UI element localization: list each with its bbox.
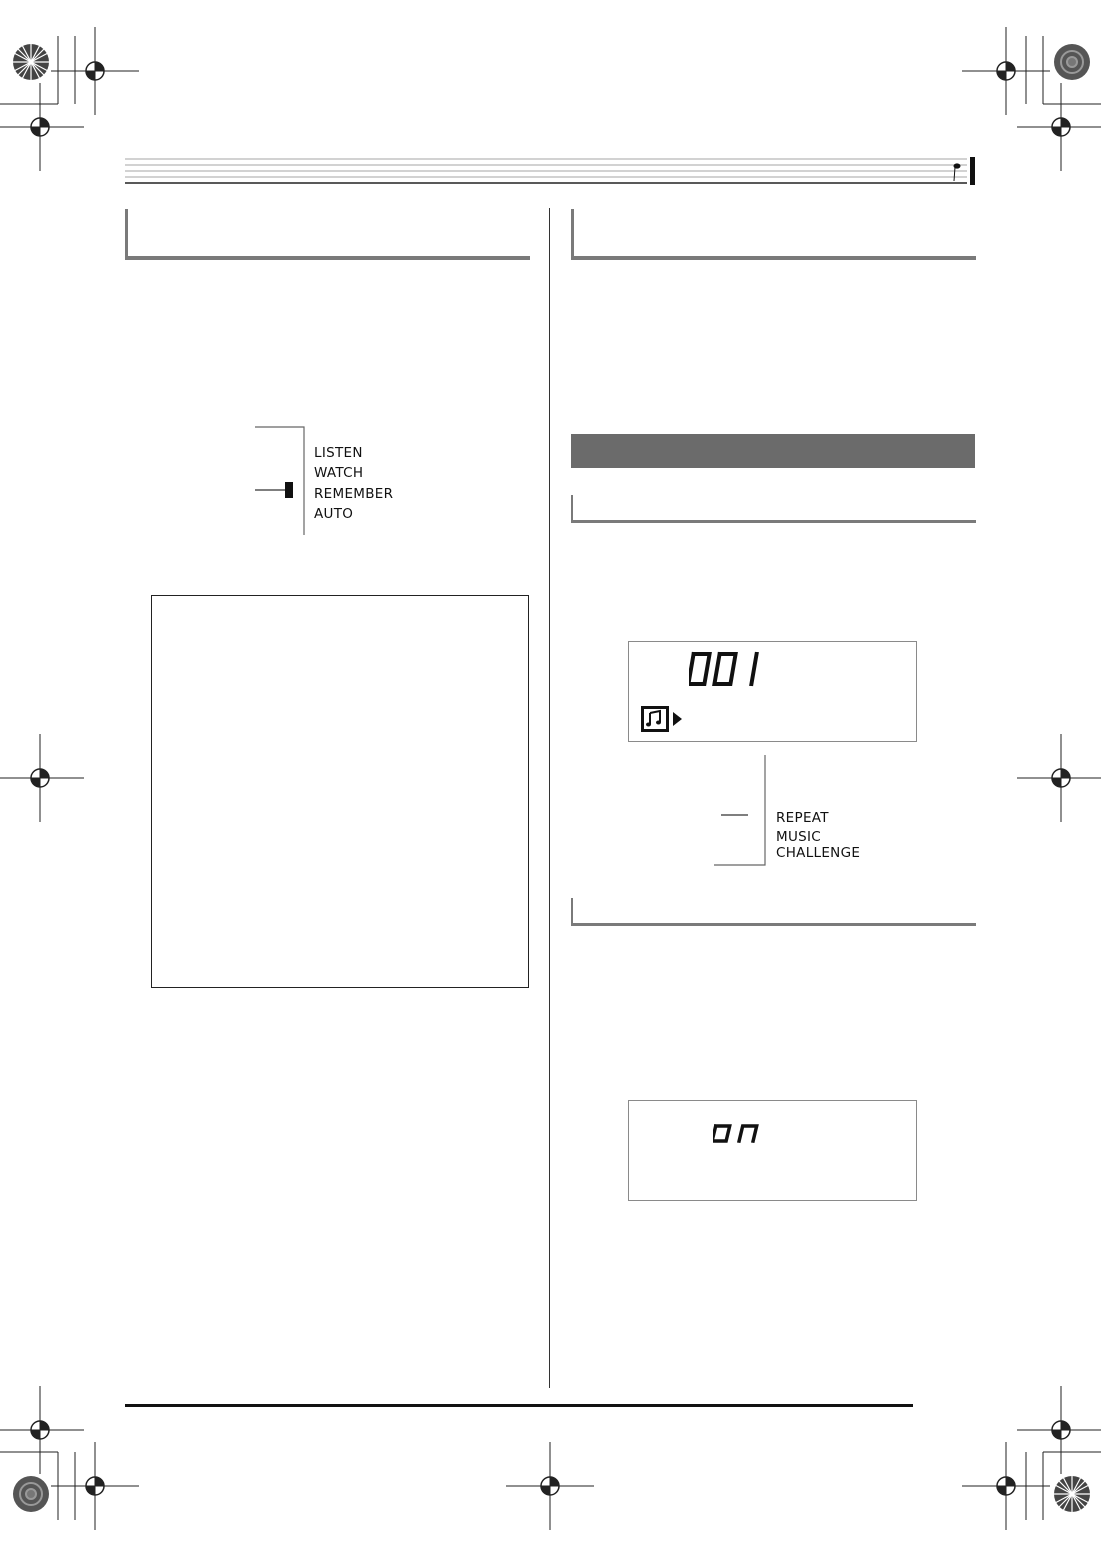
- subsection-header-2: [571, 898, 976, 926]
- section-banner: [571, 434, 975, 468]
- column-divider: [549, 208, 550, 1388]
- lesson-selector-bracket: [714, 755, 769, 867]
- lcd-display-on: [628, 1100, 917, 1201]
- note-box: [151, 595, 529, 988]
- song-book-icon: [641, 706, 669, 732]
- arrow-right-icon: [673, 712, 683, 726]
- menu-item-listen: LISTEN: [314, 445, 363, 461]
- registration-mark-icon: [962, 27, 1050, 115]
- menu-item-watch: WATCH: [314, 465, 364, 481]
- menu-item-auto: AUTO: [314, 506, 354, 522]
- music-note-icon: [954, 163, 961, 181]
- left-section-header: [125, 209, 530, 260]
- lcd-seven-segment-001: [689, 650, 769, 690]
- lcd-seven-segment-on: [713, 1123, 763, 1145]
- right-section-header: [571, 209, 976, 260]
- menu-item-repeat: REPEAT: [776, 810, 829, 826]
- mode-indicator-icon: [285, 482, 293, 498]
- registration-mark-icon: [51, 27, 139, 115]
- registration-mark-icon: [506, 1442, 594, 1530]
- lcd-display-song: [628, 641, 917, 742]
- registration-mark-icon: [0, 83, 84, 171]
- header-staff: [125, 157, 976, 185]
- registration-mark-icon: [1017, 83, 1101, 171]
- subsection-header-1: [571, 495, 976, 523]
- registration-mark-icon: [0, 1386, 84, 1474]
- registration-mark-icon: [962, 1442, 1050, 1530]
- registration-mark-icon: [1017, 734, 1101, 822]
- mode-selector-bracket: [255, 425, 315, 537]
- registration-mark-icon: [1017, 1386, 1101, 1474]
- menu-item-remember: REMEMBER: [314, 486, 394, 502]
- registration-mark-icon: [0, 734, 84, 822]
- menu-item-music-challenge: MUSIC CHALLENGE: [776, 829, 861, 861]
- registration-mark-icon: [51, 1442, 139, 1530]
- footer-rule: [125, 1404, 913, 1407]
